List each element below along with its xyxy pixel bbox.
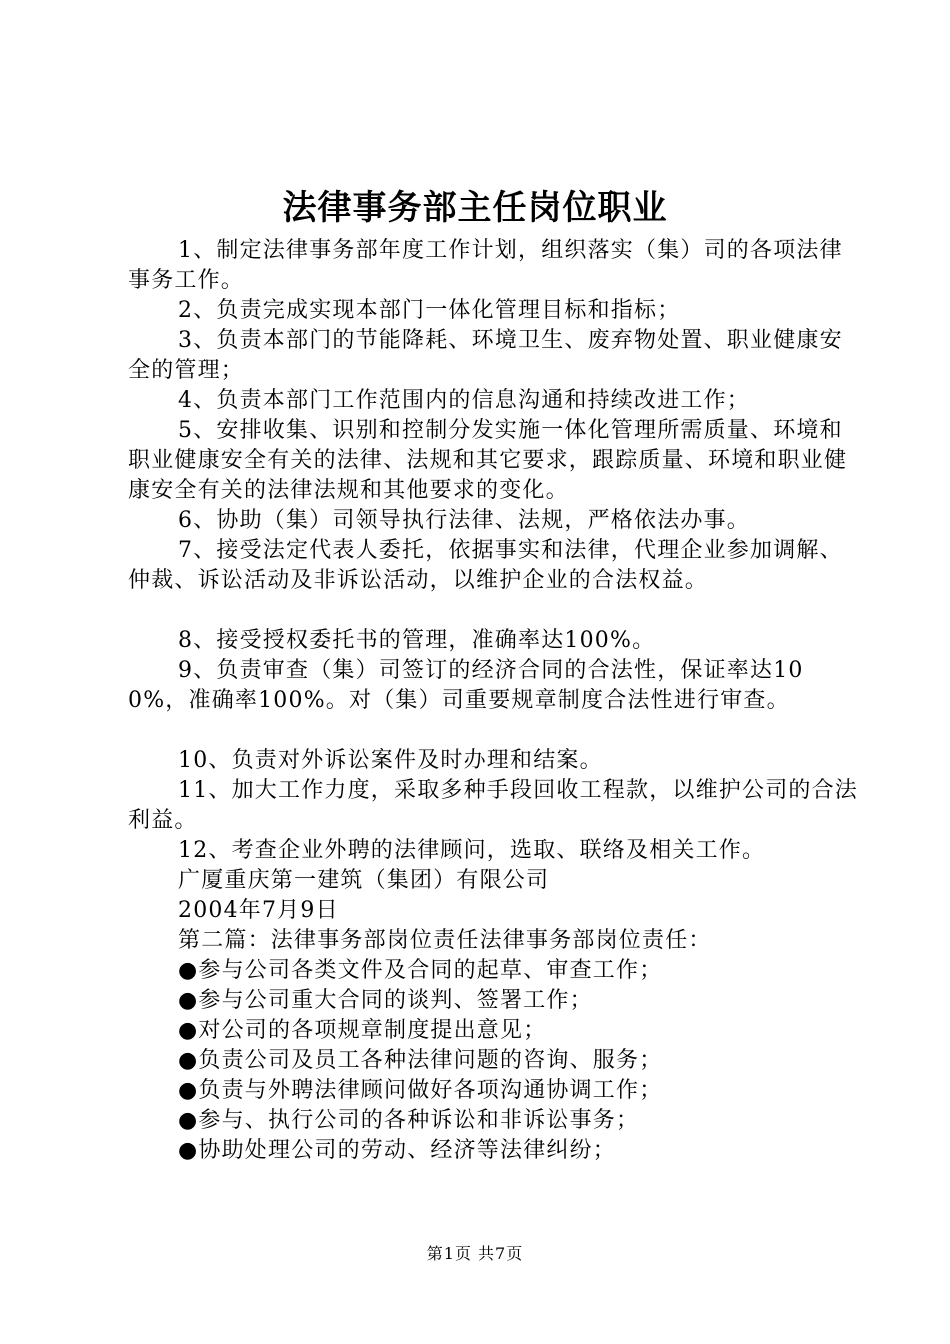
company-name: 广厦重庆第一建筑（集团）有限公司 [178, 868, 550, 893]
paragraph-11: 11、加大工作力度，采取多种手段回收工程款，以维护公司的合法利益。 [128, 778, 858, 833]
document-date: 2004年7月9日 [178, 898, 339, 923]
responsibility-list [128, 956, 858, 1166]
paragraph-2: 2、负责完成实现本部门一体化管理目标和指标； [178, 298, 681, 323]
paragraph-8: 8、接受授权委托书的管理，准确率达100%。 [178, 628, 656, 653]
paragraph-7: 7、接受法定代表人委托，依据事实和法律，代理企业参加调解、仲裁、诉讼活动及非诉讼活动，以维护企业的合法权益。 [128, 538, 843, 593]
list-item: ●协助处理公司的劳动、经济等法律纠纷； [178, 1138, 616, 1163]
paragraph-1: 1、制定法律事务部年度工作计划，组织落实（集）司的各项法律事务工作。 [128, 238, 843, 293]
paragraph-12: 12、考查企业外聘的法律顾问，选取、联络及相关工作。 [178, 838, 766, 863]
paragraph-3: 3、负责本部门的节能降耗、环境卫生、废弃物处置、职业健康安全的管理； [128, 328, 843, 383]
list-item: ●负责公司及员工各种法律问题的咨询、服务； [178, 1048, 663, 1073]
paragraph-4: 4、负责本部门工作范围内的信息沟通和持续改进工作； [178, 388, 750, 413]
document-body [128, 236, 858, 1166]
paragraph-10: 10、负责对外诉讼案件及时办理和结案。 [178, 748, 603, 773]
page-number: 第1页 共7页 [426, 1244, 524, 1263]
document-title: 法律事务部主任岗位职业 [282, 188, 668, 228]
list-item: ●参与公司各类文件及合同的起草、审查工作； [178, 958, 663, 983]
list-item: ●参与公司重大合同的谈判、签署工作； [178, 988, 593, 1013]
section-2-heading: 第二篇：法律事务部岗位责任法律事务部岗位责任： [178, 928, 712, 953]
list-item: ●参与、执行公司的各种诉讼和非诉讼事务； [178, 1108, 640, 1133]
list-item: ●对公司的各项规章制度提出意见； [178, 1018, 547, 1043]
paragraph-9: 9、负责审查（集）司签订的经济合同的合法性，保证率达100%，准确率100%。对（集）司重要规章制度合法性进行审查。 [128, 658, 804, 713]
paragraph-5: 5、安排收集、识别和控制分发实施一体化管理所需质量、环境和职业健康安全有关的法律、法规和其它要求，跟踪质量、环境和职业健康安全有关的法律法规和其他要求的变化。 [128, 418, 848, 503]
list-item: ●负责与外聘法律顾问做好各项沟通协调工作； [178, 1078, 663, 1103]
paragraph-6: 6、协助（集）司领导执行法律、法规，严格依法办事。 [178, 508, 750, 533]
